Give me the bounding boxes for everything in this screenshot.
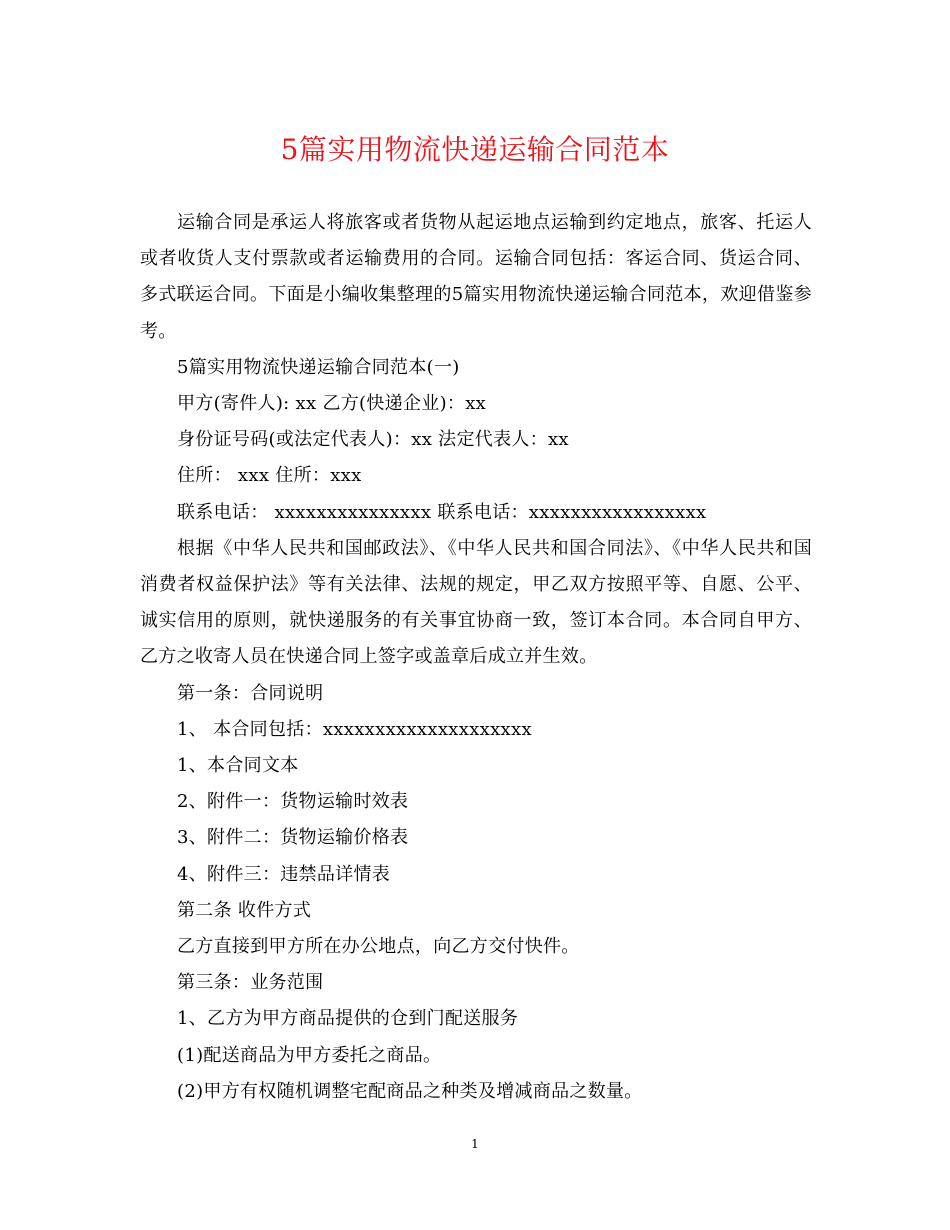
party-phones: 联系电话： xxxxxxxxxxxxxxx 联系电话：xxxxxxxxxxxxxxxxx [177,501,707,523]
article-3-heading: 第三条：业务范围 [177,972,324,994]
page-number: 1 [471,1137,479,1151]
article-2-heading: 第二条 收件方式 [177,899,312,921]
article-1-item: 2、附件一：货物运输时效表 [177,791,409,813]
legal-basis-paragraph: 根据《中华人民共和国邮政法》、《中华人民共和国合同法》、《中华人民共和国消费者权益保护法》等有关法律、法规的规定，甲乙双方按照平等、自愿、公平、诚实信用的原则，就快递服务的有关事宜协商一致，签订本合同。本合同自甲方、乙方之收寄人员在快递合同上签字或盖章后成立并生效。 [140,537,812,668]
document-title: 5篇实用物流快递运输合同范本 [280,133,670,166]
contract-heading: 5篇实用物流快递运输合同范本(一) [177,356,460,378]
party-names: 甲方(寄件人): xx 乙方(快递企业)：xx [177,393,487,415]
article-3-item: 1、乙方为甲方商品提供的仓到门配送服务 [177,1008,519,1030]
party-id-numbers: 身份证号码(或法定代表人)：xx 法定代表人：xx [177,429,569,451]
article-2-text: 乙方直接到甲方所在办公地点，向乙方交付快件。 [177,936,580,958]
party-addresses: 住所： xxx 住所：xxx [177,465,362,487]
document-body [140,205,812,1110]
article-1-item: 3、附件二：货物运输价格表 [177,827,409,849]
intro-paragraph: 运输合同是承运人将旅客或者货物从起运地点运输到约定地点，旅客、托运人或者收货人支付票款或者运输费用的合同。运输合同包括：客运合同、货运合同、多式联运合同。下面是小编收集整理的5篇实用物流快递运输合同范本，欢迎借鉴参考。 [140,212,812,342]
article-1-item: 4、附件三：违禁品详情表 [177,863,391,885]
article-1-item: 1、本合同文本 [177,755,299,777]
article-3-subitem: (2)甲方有权随机调整宅配商品之种类及增减商品之数量。 [177,1080,643,1102]
article-3-subitem: (1)配送商品为甲方委托之商品。 [177,1044,442,1066]
article-1-item: 1、 本合同包括：xxxxxxxxxxxxxxxxxxxx [177,718,532,740]
article-1-heading: 第一条：合同说明 [177,682,324,704]
